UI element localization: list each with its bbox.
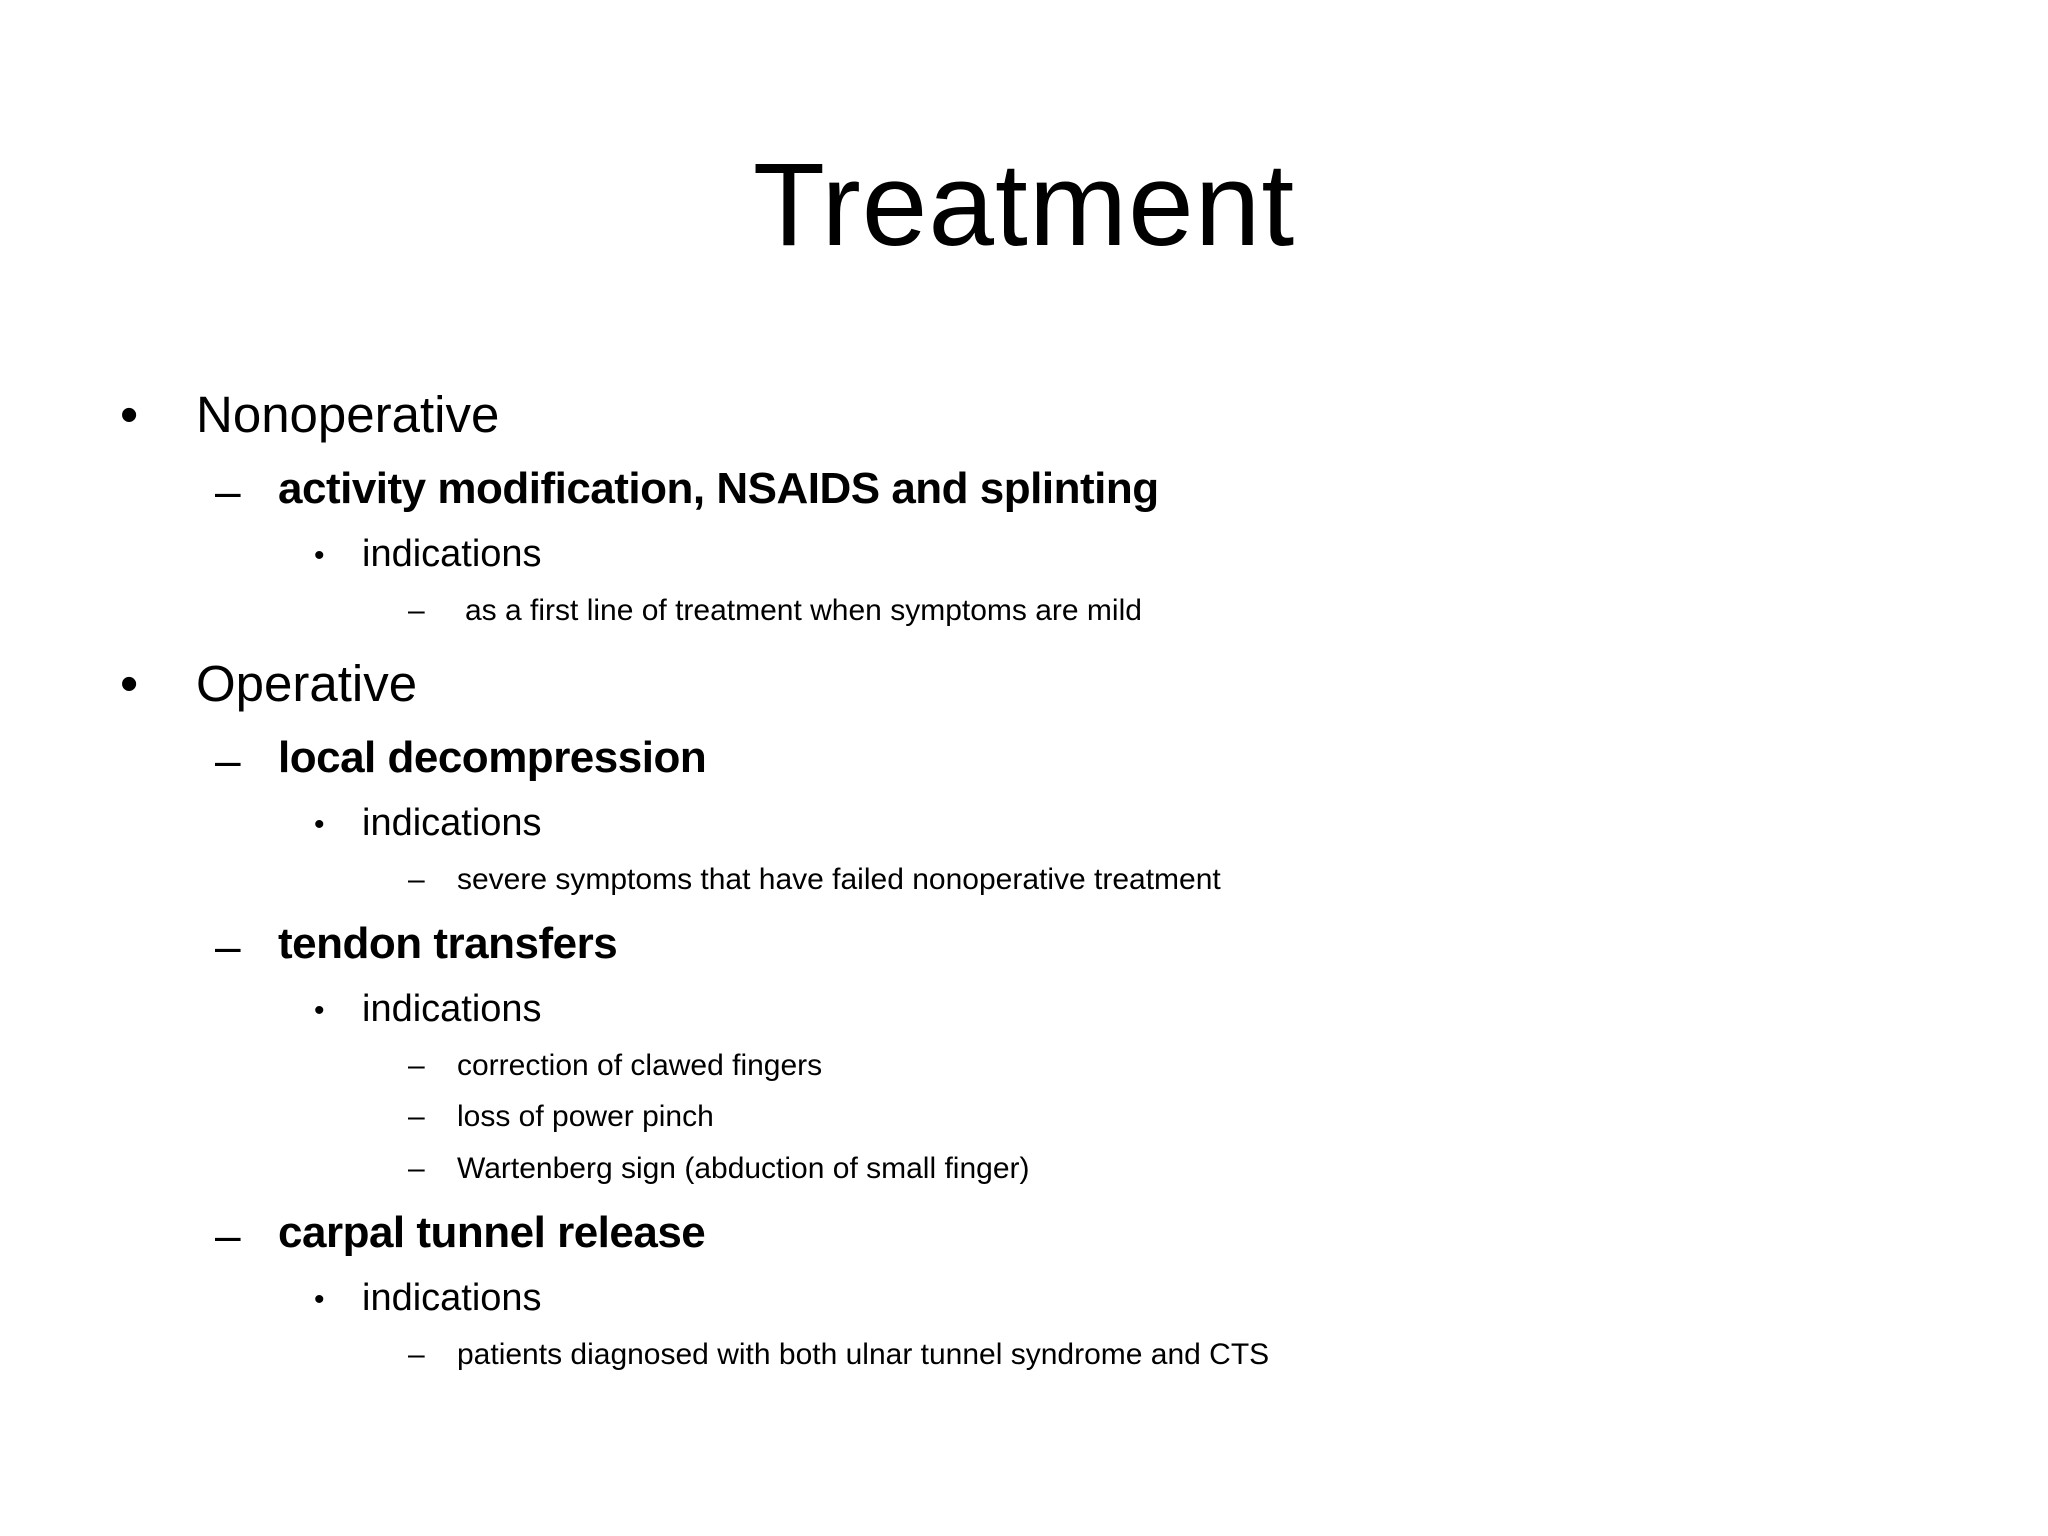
dash-marker: – <box>408 1152 425 1185</box>
detail-text: patients diagnosed with both ulnar tunnel syndrome and CTS <box>457 1338 1270 1371</box>
indications-text: indications <box>362 802 542 844</box>
dash-marker: – <box>215 920 241 972</box>
detail-text: correction of clawed fingers <box>457 1049 823 1082</box>
bullet-text: Nonoperative <box>196 386 500 443</box>
subitem-text: tendon transfers <box>278 919 618 968</box>
bullet-text: Operative <box>196 655 418 712</box>
detail-text: Wartenberg sign (abduction of small finger) <box>457 1152 1030 1185</box>
bullet-marker: • <box>314 808 325 841</box>
bullet-marker: • <box>314 539 325 572</box>
detail-text: as a first line of treatment when symptoms are mild <box>465 594 1142 627</box>
bullet-marker: • <box>120 386 139 444</box>
indications-text: indications <box>362 988 542 1030</box>
detail-text: loss of power pinch <box>457 1100 714 1133</box>
bullet-marker: • <box>314 994 325 1027</box>
dash-marker: – <box>408 863 425 896</box>
dash-marker: – <box>408 1100 425 1133</box>
dash-marker: – <box>408 1338 425 1371</box>
slide-title: Treatment <box>752 139 1296 271</box>
dash-marker: – <box>215 734 241 786</box>
bullet-marker: • <box>120 655 139 713</box>
subitem-text: carpal tunnel release <box>278 1208 706 1257</box>
dash-marker: – <box>408 594 425 627</box>
subitem-text: local decompression <box>278 733 707 782</box>
dash-marker: – <box>408 1049 425 1082</box>
bullet-marker: • <box>314 1283 325 1316</box>
detail-text: severe symptoms that have failed nonoperative treatment <box>457 863 1221 896</box>
dash-marker: – <box>215 1209 241 1261</box>
dash-marker: – <box>215 465 241 517</box>
indications-text: indications <box>362 1277 542 1319</box>
indications-text: indications <box>362 533 542 575</box>
subitem-text: activity modification, NSAIDS and splinting <box>278 464 1159 513</box>
